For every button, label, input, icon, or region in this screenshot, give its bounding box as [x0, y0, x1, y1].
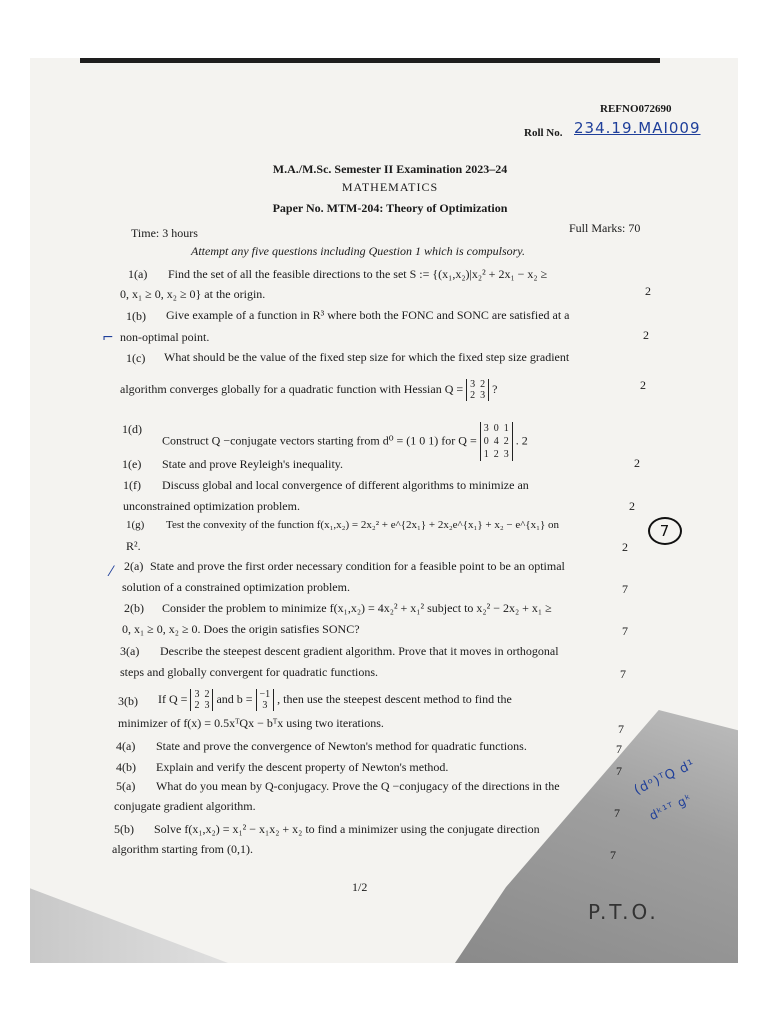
- question-number: 4(a): [116, 739, 136, 753]
- question-text: minimizer of f(x) = 0.5xᵀQx − bᵀx using two iterations.: [118, 716, 384, 730]
- question-marks: 7: [618, 722, 624, 736]
- question-text: Construct Q −conjugate vectors starting from d⁰ = (1 0 1) for Q =: [162, 433, 477, 448]
- question-marks: 7: [620, 667, 626, 681]
- question-text: State and prove the first order necessary condition for a feasible point to be an optimal: [150, 559, 565, 573]
- question-text: conjugate gradient algorithm.: [114, 799, 256, 813]
- question-marks: 2: [645, 284, 651, 298]
- question-text: non-optimal point.: [120, 330, 210, 344]
- pto-handwritten: P.T.O.: [588, 900, 659, 924]
- circled-mark-annotation: 7: [648, 517, 682, 545]
- question-line: algorithm converges globally for a quadratic function with Hessian Q = 3 2 2 3 ?: [120, 379, 498, 401]
- question-number: 1(b): [126, 309, 146, 323]
- reference-number: REFNO072690: [600, 103, 672, 115]
- question-marks: 7: [610, 848, 616, 862]
- subject-title: MATHEMATICS: [341, 180, 439, 194]
- question-text: Discuss global and local convergence of different algorithms to minimize an: [162, 478, 529, 492]
- question-number: 5(a): [116, 779, 136, 793]
- question-marks: 7: [614, 806, 620, 820]
- question-number: 1(g): [126, 519, 145, 531]
- question-text: State and prove Reyleigh's inequality.: [162, 457, 344, 471]
- full-marks-label: Full Marks: 70: [569, 221, 641, 235]
- question-text: Test the convexity of the function f(x₁,x₂) = 2x₂² + e^{2x₁} + 2x₂e^{x₁} + x₂ − e^{x₁} on: [166, 519, 560, 531]
- question-text: Solve f(x₁,x₂) = x₁² − x₁x₂ + x₂ to find a minimizer using the conjugate direction: [154, 822, 540, 836]
- question-text: algorithm starting from (0,1).: [112, 842, 253, 856]
- question-number: 1(d): [122, 422, 142, 436]
- question-text: Give example of a function in R³ where both the FONC and SONC are satisfied at a: [166, 308, 570, 322]
- hessian-matrix: 3 2 2 3: [466, 379, 489, 401]
- exam-title: M.A./M.Sc. Semester II Examination 2023–24: [272, 162, 508, 176]
- check-mark-icon: ⁄: [110, 564, 113, 580]
- question-text: Consider the problem to minimize f(x₁,x₂) = 4x₂² + x₁² subject to x₂² − 2x₂ + x₁ ≥: [162, 601, 552, 615]
- question-line: Construct Q −conjugate vectors starting from d⁰ = (1 0 1) for Q = 3 0 1 0 4 2 1 2 3 . 2: [162, 423, 528, 460]
- handwritten-note: (dᵒ)ᵀQ d¹: [631, 756, 698, 799]
- question-text: 0, x₁ ≥ 0, x₂ ≥ 0} at the origin.: [120, 287, 266, 301]
- question-text: 0, x₁ ≥ 0, x₂ ≥ 0. Does the origin satisfies SONC?: [122, 622, 360, 636]
- question-number: 5(b): [114, 822, 134, 836]
- instruction: Attempt any five questions including Question 1 which is compulsory.: [191, 244, 525, 258]
- roll-label: Roll No.: [524, 127, 563, 139]
- question-marks: 2: [521, 433, 528, 448]
- question-marks: 2: [622, 540, 628, 554]
- question-number: 2(a): [124, 559, 144, 573]
- question-number: 4(b): [116, 760, 136, 774]
- question-number: 1(a): [128, 267, 148, 281]
- page-number: 1/2: [352, 880, 368, 894]
- paper-title: Paper No. MTM-204: Theory of Optimization: [272, 201, 508, 215]
- question-marks: 7: [616, 764, 622, 778]
- question-number: 2(b): [124, 601, 144, 615]
- q-matrix: 3 0 1 0 4 2 1 2 3: [480, 422, 513, 461]
- question-marks: 7: [622, 582, 628, 596]
- question-text: What do you mean by Q-conjugacy. Prove the Q −conjugacy of the directions in the: [156, 779, 560, 793]
- question-number: 1(c): [126, 351, 146, 365]
- question-text: State and prove the convergence of Newton's method for quadratic functions.: [156, 739, 527, 753]
- question-marks: 2: [629, 499, 635, 513]
- question-line: If Q = 3 2 2 3 and b = −1 3 , then use the steepest descent method to find the: [158, 689, 512, 711]
- question-text: steps and globally convergent for quadratic functions.: [120, 665, 379, 679]
- check-mark-icon: ⌐: [102, 330, 114, 346]
- question-marks: 2: [634, 456, 640, 470]
- question-marks: 2: [643, 328, 649, 342]
- question-text: If Q =: [158, 691, 188, 706]
- question-text: Explain and verify the descent property of Newton's method.: [156, 760, 449, 774]
- question-marks: 2: [640, 378, 646, 392]
- question-text: algorithm converges globally for a quadratic function with Hessian Q =: [120, 381, 464, 396]
- b-vector: −1 3: [256, 689, 275, 711]
- question-marks: 7: [622, 624, 628, 638]
- page-top-edge: [80, 58, 660, 63]
- roll-number-handwritten: 234.19.MAI009: [574, 119, 701, 137]
- handwritten-note: dᵏ¹ᵀ gᵏ: [647, 790, 695, 824]
- question-marks: 7: [616, 742, 622, 756]
- question-text: R².: [126, 539, 141, 553]
- question-number: 1(f): [123, 478, 141, 492]
- question-number: 3(b): [118, 694, 138, 708]
- q-matrix: 3 2 2 3: [190, 689, 213, 711]
- time-label: Time: 3 hours: [131, 226, 198, 240]
- question-text: unconstrained optimization problem.: [123, 499, 300, 513]
- question-number: 3(a): [120, 644, 140, 658]
- question-text: What should be the value of the fixed step size for which the fixed step size gradient: [164, 350, 570, 364]
- question-number: 1(e): [122, 457, 142, 471]
- question-text: Describe the steepest descent gradient algorithm. Prove that it moves in orthogonal: [160, 644, 559, 658]
- question-text: solution of a constrained optimization problem.: [122, 580, 350, 594]
- question-text: Find the set of all the feasible directions to the set S := {(x₁,x₂)|x₂² + 2x₁ − x₂ ≥: [168, 267, 548, 281]
